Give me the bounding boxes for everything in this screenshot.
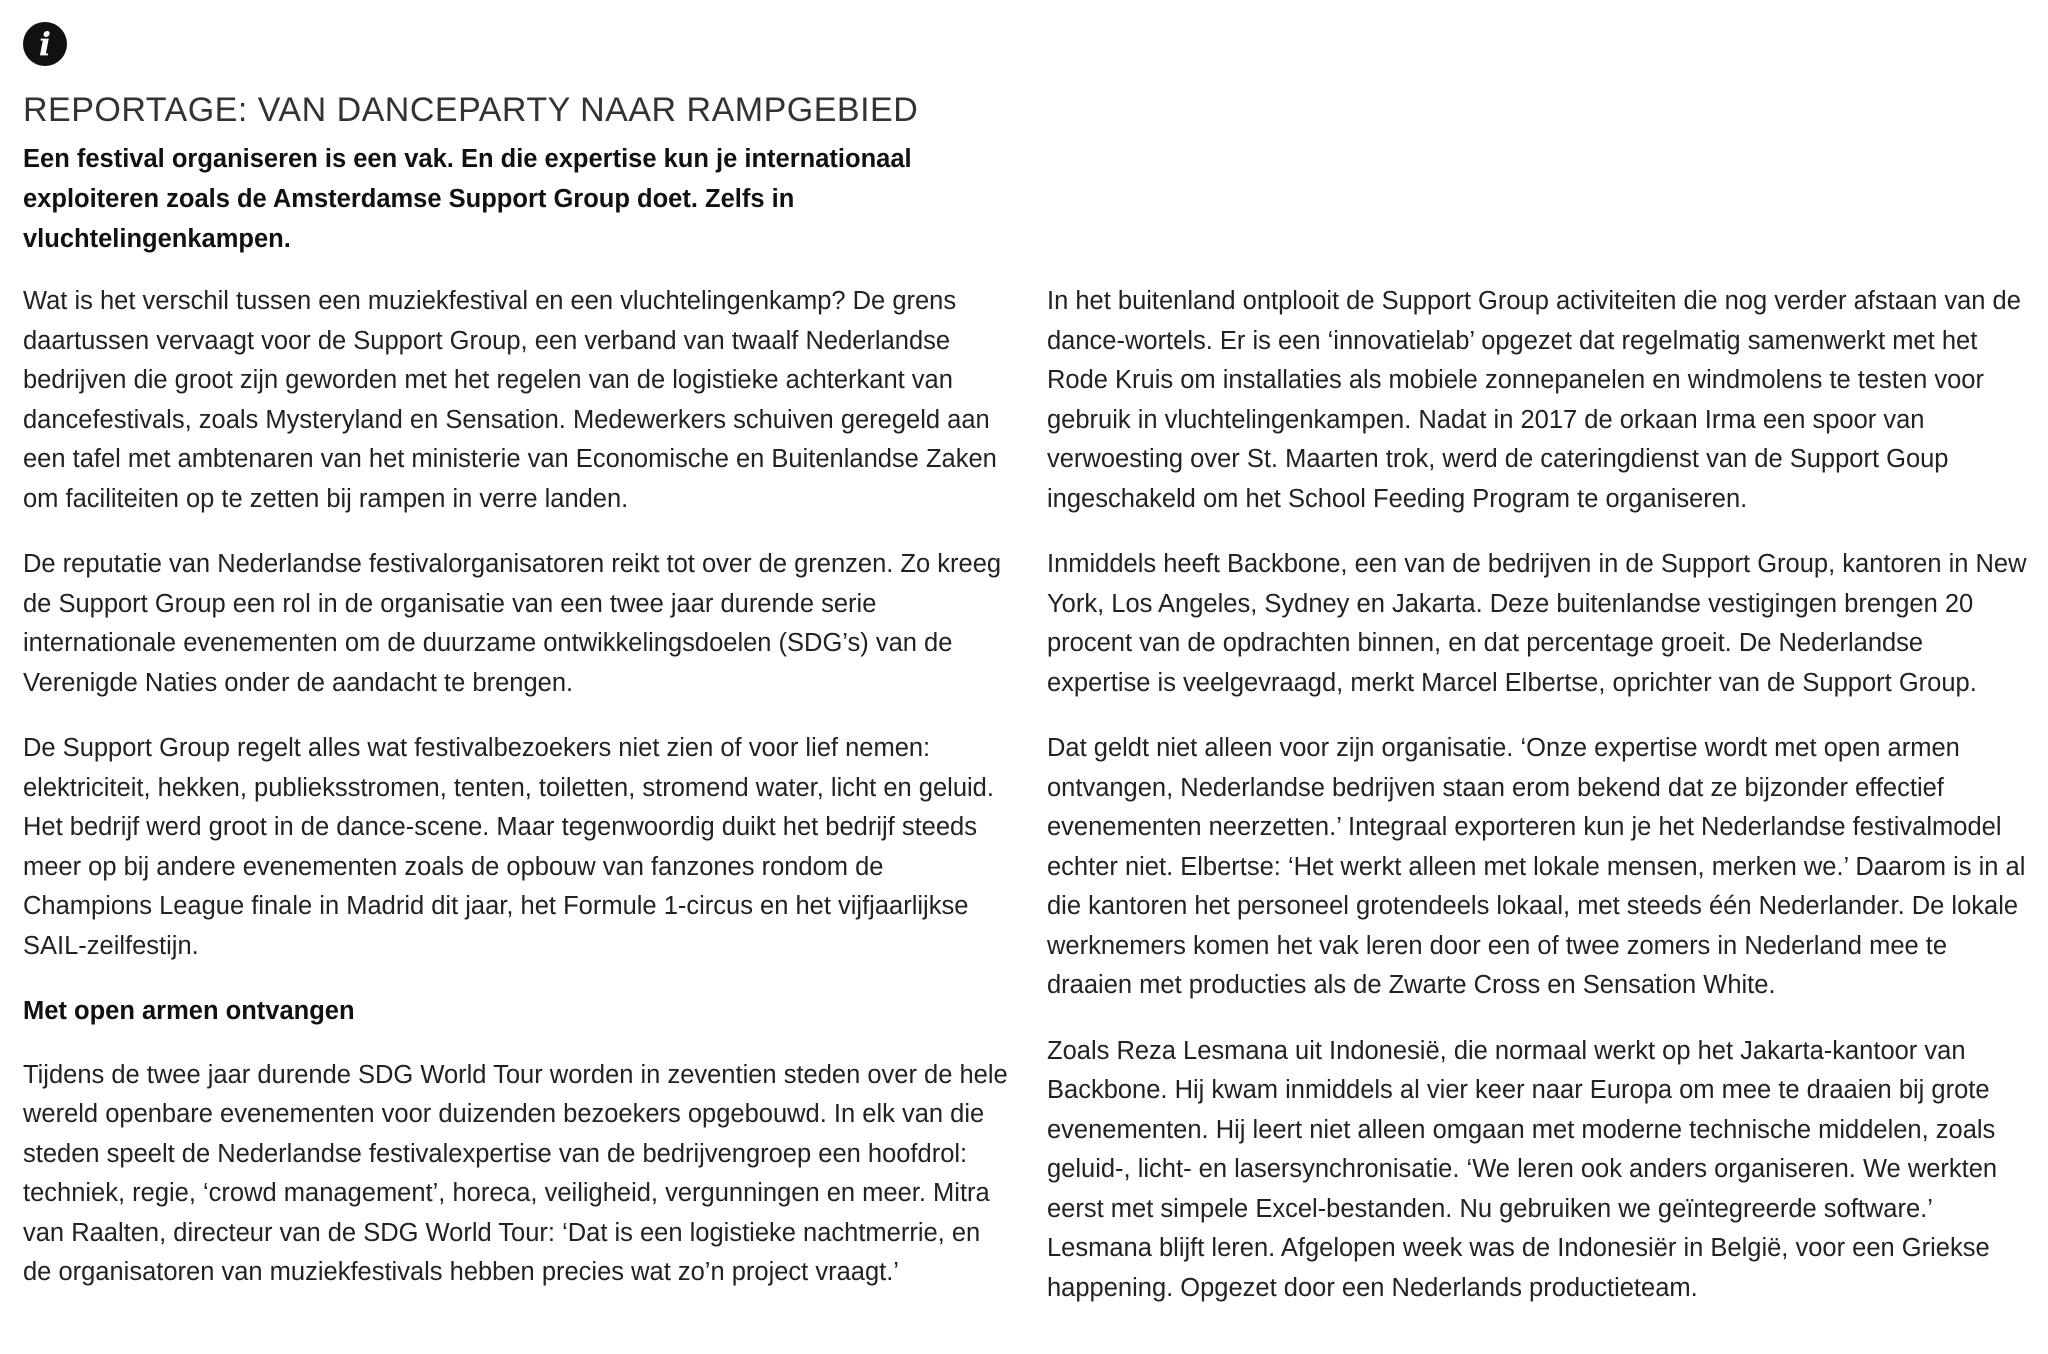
paragraph-7: Dat geldt niet alleen voor zijn organisatie. ‘Onze expertise wordt met open armen ontvangen, Nederlandse bedrijven staan erom bekend dat ze bijzonder effectief evenementen neerzetten.’ Integraal exporteren kun je het Nederlandse festivalmodel echter niet. Elbertse: ‘Het werkt alleen met lokale mensen, merken we.’ Daarom is in al die kantoren het personeel grotendeels lokaal, met steeds één Nederlander. De lokale werknemers komen het vak leren door een of twee zomers in Nederland mee te draaien met producties als de Zwarte Cross en Sensation White. (1047, 734, 2026, 999)
article-lead: Een festival organiseren is een vak. En die expertise kun je internationaal exploiteren zoals de Amsterdamse Support Group doet. Zelfs in vluchtelingenkampen. (23, 145, 912, 253)
paragraph-4: Tijdens de twee jaar durende SDG World Tour worden in zeventien steden over de hele wereld openbare evenementen voor duizenden bezoekers opgebouwd. In elk van die steden speelt de Nederlandse festivalexpertise van de bedrijvengroep een hoofdrol: techniek, regie, ‘crowd management’, horeca, veiligheid, vergunningen en meer. Mitra van Raalten, directeur van de SDG World Tour: ‘Dat is een logistieke nachtmerrie, en de organisatoren van muziekfestivals hebben precies wat zo’n project vraagt.’ (23, 1060, 1008, 1286)
left-column (23, 282, 1013, 1319)
paragraph-5: In het buitenland ontplooit de Support Group activiteiten die nog verder afstaan van de dance-wortels. Er is een ‘innovatielab’ opgezet dat regelmatig samenwerkt met het Rode Kruis om installaties als mobiele zonnepanelen en windmolens te testen voor gebruik in vluchtelingenkampen. Nadat in 2017 de orkaan Irma een spoor van verwoesting over St. Maarten trok, werd de cateringdienst van de Support Goup ingeschakeld om het School Feeding Program te organiseren. (1047, 287, 2021, 513)
paragraph-8: Zoals Reza Lesmana uit Indonesië, die normaal werkt op het Jakarta-kantoor van Backbone. Hij kwam inmiddels al vier keer naar Europa om mee te draaien bij grote evenementen. Hij leert niet alleen omgaan met moderne technische middelen, zoals geluid-, licht- en lasersynchronisatie. ‘We leren ook anders organiseren. We werkten eerst met simpele Excel-bestanden. Nu gebruiken we geïntegreerde software.’ Lesmana blijft leren. Afgelopen week was de Indonesiër in België, voor een Griekse happening. Opgezet door een Nederlands productieteam. (1047, 1036, 1998, 1302)
paragraph-1: Wat is het verschil tussen een muziekfestival en een vluchtelingenkamp? De grens daartussen vervaagt voor de Support Group, een verband van twaalf Nederlandse bedrijven die groot zijn geworden met het regelen van de logistieke achterkant van dancefestivals, zoals Mysteryland en Sensation. Medewerkers schuiven geregeld aan een tafel met ambtenaren van het ministerie van Economische en Buitenlandse Zaken om faciliteiten op te zetten bij rampen in verre landen. (23, 287, 997, 513)
article-title: REPORTAGE: VAN DANCEPARTY NAAR RAMPGEBIED (23, 91, 919, 129)
paragraph-3: De Support Group regelt alles wat festivalbezoekers niet zien of voor lief nemen: elektriciteit, hekken, publieksstromen, tenten, toiletten, stromend water, licht en geluid. Het bedrijf werd groot in de dance-scene. Maar tegenwoordig duikt het bedrijf steeds meer op bij andere evenementen zoals de opbouw van fanzones rondom de Champions League finale in Madrid dit jaar, het Formule 1-circus en het vijfjaarlijkse SAIL-zeilfestijn. (23, 734, 994, 960)
subheading: Met open armen ontvangen (23, 997, 355, 1025)
info-icon: i (23, 22, 67, 66)
paragraph-6: Inmiddels heeft Backbone, een van de bedrijven in de Support Group, kantoren in New York, Los Angeles, Sydney en Jakarta. Deze buitenlandse vestigingen brengen 20 procent van de opdrachten binnen, en dat percentage groeit. De Nederlandse expertise is veelgevraagd, merkt Marcel Elbertse, oprichter van de Support Group. (1047, 550, 2027, 697)
paragraph-2: De reputatie van Nederlandse festivalorganisatoren reikt tot over de grenzen. Zo kreeg de Support Group een rol in de organisatie van een twee jaar durende serie internationale evenementen om de duurzame ontwikkelingsdoelen (SDG’s) van de Verenigde Naties onder de aandacht te brengen. (23, 550, 1002, 697)
right-column (1047, 282, 2032, 1334)
